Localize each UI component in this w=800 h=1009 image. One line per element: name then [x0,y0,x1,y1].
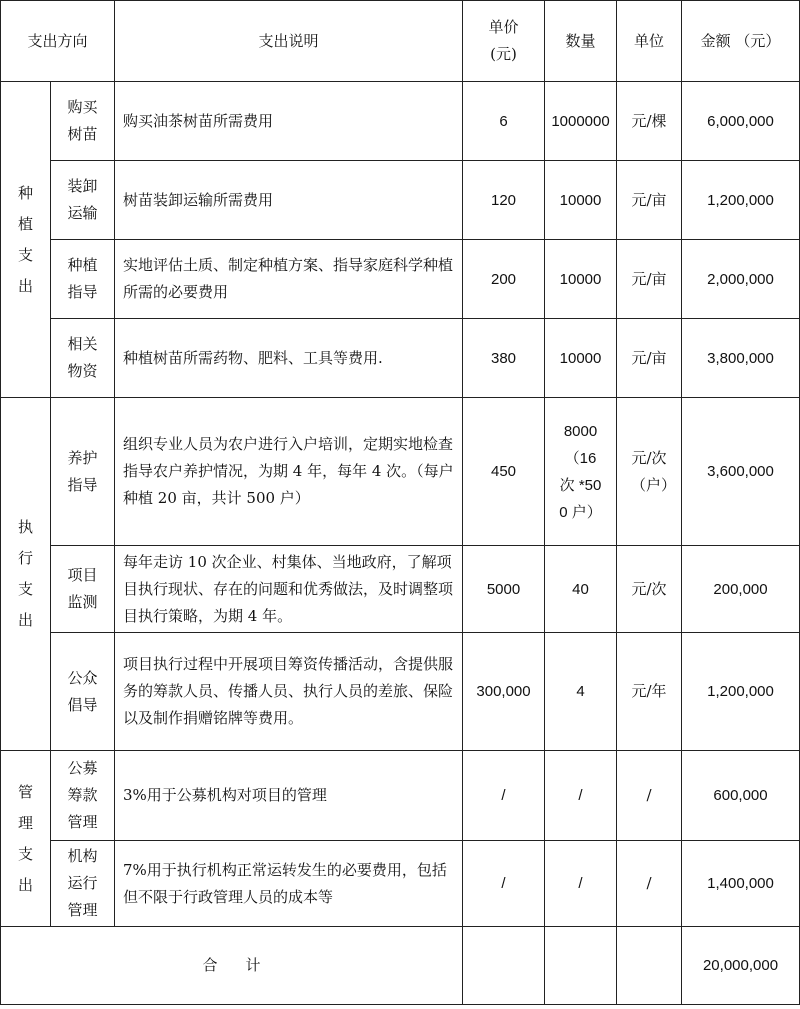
item-quantity: 1000000 [545,82,617,161]
table-row [1,319,800,398]
item-quantity: 10000 [545,319,617,398]
item-quantity: 8000 （16 次 *500 户） [545,398,617,546]
item-name: 公募筹款管理 [51,751,115,841]
item-description: 7%用于执行机构正常运转发生的必要费用，包括但不限于行政管理人员的成本等 [115,841,463,927]
item-quantity: / [545,841,617,927]
item-price: 380 [463,319,545,398]
item-amount: 6,000,000 [682,82,800,161]
item-unit: 元/棵 [617,82,682,161]
total-amount: 20,000,000 [682,927,800,1005]
item-unit: / [617,751,682,841]
item-unit: 元/亩 [617,319,682,398]
table-row [1,398,800,546]
item-quantity: 40 [545,546,617,633]
category-planting: 种植支出 [1,82,51,398]
item-unit: 元/年 [617,633,682,751]
table-row [1,82,800,161]
header-unit: 单位 [617,1,682,82]
item-price: 120 [463,161,545,240]
category-management: 管理支出 [1,751,51,927]
item-price: 5000 [463,546,545,633]
table-row [1,751,800,841]
item-amount: 600,000 [682,751,800,841]
header-row [1,1,800,82]
table-row [1,161,800,240]
item-name: 机构运行管理 [51,841,115,927]
total-quantity-empty [545,927,617,1005]
item-amount: 1,400,000 [682,841,800,927]
table-row [1,546,800,633]
item-description: 种植树苗所需药物、肥料、工具等费用. [115,319,463,398]
table-row [1,633,800,751]
item-description: 组织专业人员为农户进行入户培训，定期实地检查指导农户养护情况，为期 4 年，每年 4 次。（每户种植 20 亩，共计 500 户） [115,398,463,546]
item-unit: 元/亩 [617,161,682,240]
item-price: / [463,841,545,927]
item-name: 种植指导 [51,240,115,319]
total-row [1,927,800,1005]
item-price: 450 [463,398,545,546]
total-price-empty [463,927,545,1005]
item-unit: / [617,841,682,927]
item-amount: 2,000,000 [682,240,800,319]
item-description: 3%用于公募机构对项目的管理 [115,751,463,841]
item-price: 200 [463,240,545,319]
item-amount: 3,600,000 [682,398,800,546]
total-unit-empty [617,927,682,1005]
item-description: 每年走访 10 次企业、村集体、当地政府，了解项目执行现状、存在的问题和优秀做法，及时调整项目执行策略，为期 4 年。 [115,546,463,633]
category-execution: 执行支出 [1,398,51,751]
item-price: 6 [463,82,545,161]
header-description: 支出说明 [115,1,463,82]
table-row [1,841,800,927]
total-label: 合 计 [1,927,463,1005]
item-name: 装卸运输 [51,161,115,240]
item-name: 养护指导 [51,398,115,546]
item-amount: 1,200,000 [682,633,800,751]
item-price: 300,000 [463,633,545,751]
item-quantity: 4 [545,633,617,751]
item-unit: 元/次 [617,546,682,633]
item-amount: 1,200,000 [682,161,800,240]
item-name: 项目监测 [51,546,115,633]
item-name: 相关物资 [51,319,115,398]
item-name: 公众倡导 [51,633,115,751]
header-quantity: 数量 [545,1,617,82]
item-description: 实地评估土质、制定种植方案、指导家庭科学种植所需的必要费用 [115,240,463,319]
item-amount: 3,800,000 [682,319,800,398]
header-amount: 金额 （元） [682,1,800,82]
header-direction: 支出方向 [1,1,115,82]
item-name: 购买树苗 [51,82,115,161]
item-quantity: / [545,751,617,841]
item-quantity: 10000 [545,161,617,240]
table-row [1,240,800,319]
item-description: 项目执行过程中开展项目筹资传播活动，含提供服务的筹款人员、传播人员、执行人员的差旅、保险以及制作捐赠铭牌等费用。 [115,633,463,751]
item-price: / [463,751,545,841]
item-quantity: 10000 [545,240,617,319]
header-unit-price: 单价(元) [463,1,545,82]
item-unit: 元/次（户） [617,398,682,546]
item-unit: 元/亩 [617,240,682,319]
item-description: 购买油茶树苗所需费用 [115,82,463,161]
item-amount: 200,000 [682,546,800,633]
item-description: 树苗装卸运输所需费用 [115,161,463,240]
